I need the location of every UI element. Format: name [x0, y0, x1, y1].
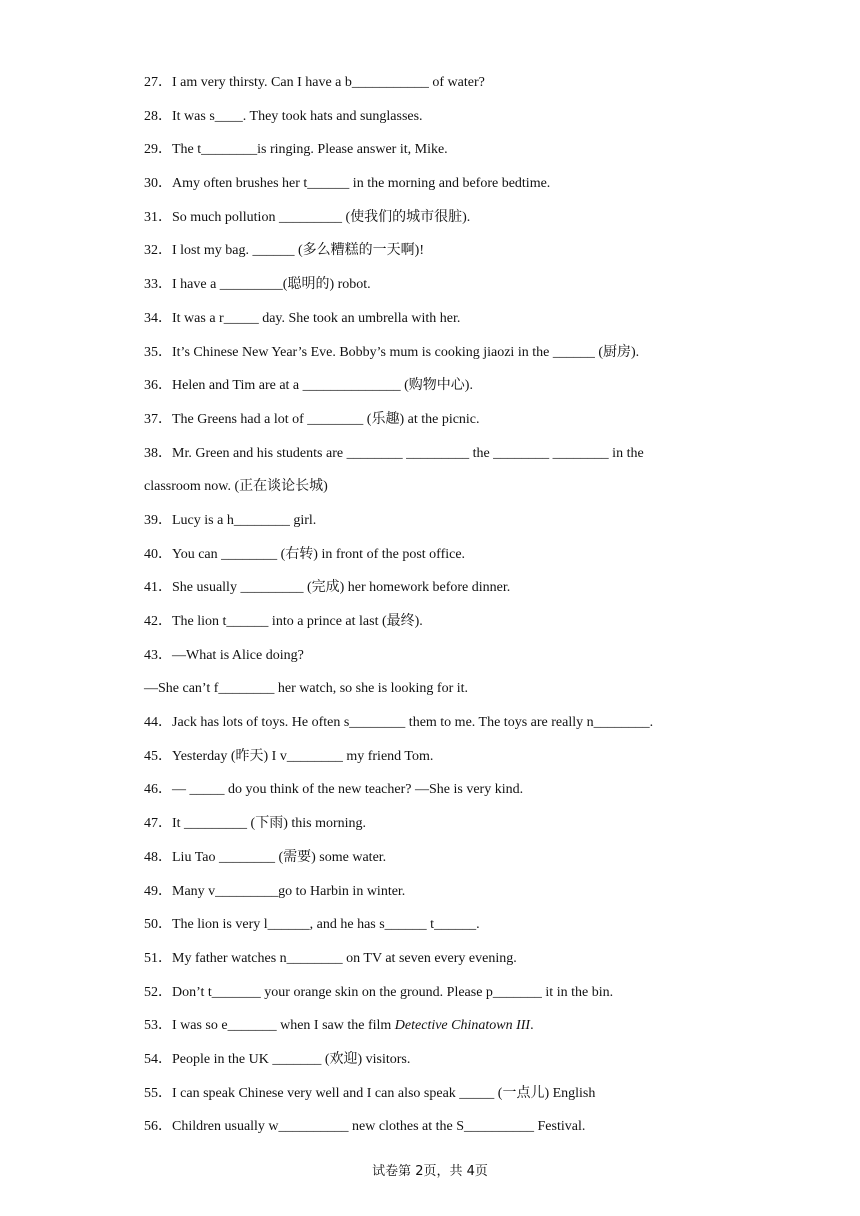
- question-item: [144, 340, 724, 374]
- question-text: It was s____. They took hats and sunglasses.: [172, 108, 423, 124]
- question-text: The lion t______ into a prince at last (最终).: [172, 614, 423, 629]
- question-item: [144, 272, 724, 306]
- question-number: 54．: [144, 1051, 172, 1067]
- question-number: 42．: [144, 614, 172, 629]
- question-number: 41．: [144, 580, 172, 596]
- question-text: Many v_________go to Harbin in winter.: [172, 883, 406, 899]
- question-item: [144, 609, 724, 643]
- question-item: [144, 373, 724, 407]
- question-number: 40．: [144, 546, 172, 562]
- question-number: 38．: [144, 445, 172, 461]
- question-item: [144, 542, 724, 576]
- question-number: 44．: [144, 715, 172, 731]
- question-number: 48．: [144, 849, 172, 865]
- question-text: I have a _________(聪明的) robot.: [172, 277, 371, 293]
- question-number: 28．: [144, 108, 172, 124]
- question-text: I was so e_______ when I saw the film: [172, 1018, 395, 1034]
- question-number: 43．: [144, 647, 172, 663]
- question-item: [144, 306, 724, 340]
- question-item: [144, 171, 724, 205]
- question-item: [144, 946, 724, 980]
- question-text: Helen and Tim are at a ______________ (购物中心).: [172, 378, 473, 394]
- question-number: 33．: [144, 277, 172, 293]
- question-item: [144, 811, 724, 845]
- question-item: [144, 441, 724, 475]
- question-number: 56．: [144, 1119, 172, 1135]
- question-text: My father watches n________ on TV at seven every evening.: [172, 950, 517, 966]
- question-item: [144, 474, 724, 508]
- question-number: 34．: [144, 310, 172, 326]
- question-number: 49．: [144, 883, 172, 899]
- question-text: Don’t t_______ your orange skin on the ground. Please p_______ it in the bin.: [172, 984, 614, 1000]
- question-number: 51．: [144, 950, 172, 966]
- question-number: 37．: [144, 411, 172, 427]
- question-number: 50．: [144, 917, 172, 933]
- question-text: Amy often brushes her t______ in the morning and before bedtime.: [172, 176, 551, 192]
- question-text: She usually _________ (完成) her homework before dinner.: [172, 580, 511, 596]
- question-text: classroom now. (正在谈论长城): [144, 479, 328, 495]
- question-number: 29．: [144, 142, 172, 158]
- question-text: Mr. Green and his students are ________ _________ the ________ ________ in the: [172, 445, 644, 461]
- question-text: I can speak Chinese very well and I can also speak _____ (一点儿) English: [172, 1085, 596, 1101]
- question-item: [144, 508, 724, 542]
- question-item: [144, 70, 724, 104]
- question-number: 39．: [144, 512, 172, 528]
- question-item: [144, 205, 724, 239]
- question-text: Jack has lots of toys. He often s________ them to me. The toys are really n________.: [172, 715, 654, 731]
- question-list: [144, 70, 724, 1148]
- question-item: [144, 1013, 724, 1047]
- question-number: 31．: [144, 209, 172, 225]
- question-text: — _____ do you think of the new teacher? —She is very kind.: [172, 782, 524, 798]
- question-text: You can ________ (右转) in front of the post office.: [172, 546, 466, 562]
- question-text: Lucy is a h________ girl.: [172, 512, 317, 528]
- question-item: [144, 643, 724, 677]
- question-number: 52．: [144, 984, 172, 1000]
- question-number: 30．: [144, 176, 172, 192]
- question-item: [144, 845, 724, 879]
- question-item: [144, 1047, 724, 1081]
- question-text: I am very thirsty. Can I have a b___________ of water?: [172, 75, 485, 90]
- question-text-end: .: [530, 1018, 534, 1034]
- question-number: 55．: [144, 1085, 172, 1101]
- question-number: 36．: [144, 378, 172, 394]
- question-text: It _________ (下雨) this morning.: [172, 816, 367, 832]
- question-number: 35．: [144, 344, 172, 360]
- question-text: Children usually w__________ new clothes at the S__________ Festival.: [172, 1119, 586, 1135]
- question-item: [144, 104, 724, 138]
- question-item: [144, 710, 724, 744]
- question-text: Yesterday (昨天) I v________ my friend Tom.: [172, 748, 434, 764]
- question-item: [144, 1081, 724, 1115]
- question-number: 45．: [144, 748, 172, 764]
- question-item: [144, 879, 724, 913]
- question-text: The lion is very l______, and he has s______ t______.: [172, 917, 480, 933]
- question-text: The t________is ringing. Please answer it, Mike.: [172, 142, 448, 158]
- question-text: The Greens had a lot of ________ (乐趣) at the picnic.: [172, 411, 480, 427]
- question-item: [144, 238, 724, 272]
- question-item: [144, 1114, 724, 1148]
- question-text: It was a r_____ day. She took an umbrella with her.: [172, 310, 461, 326]
- question-item: [144, 137, 724, 171]
- question-item: [144, 676, 724, 710]
- question-text: People in the UK _______ (欢迎) visitors.: [172, 1051, 411, 1067]
- question-text: —What is Alice doing?: [172, 647, 304, 663]
- question-text: Liu Tao ________ (需要) some water.: [172, 849, 387, 865]
- question-text: —She can’t f________ her watch, so she is looking for it.: [144, 681, 469, 697]
- question-item: [144, 777, 724, 811]
- film-title: Detective Chinatown III: [394, 1018, 531, 1034]
- question-number: 47．: [144, 816, 172, 832]
- question-text: I lost my bag. ______ (多么糟糕的一天啊)!: [172, 243, 424, 259]
- page-footer: 试卷第 2页，共 4页: [372, 1164, 488, 1179]
- question-text: So much pollution _________ (使我们的城市很脏).: [172, 209, 471, 225]
- question-item: [144, 575, 724, 609]
- question-number: 46．: [144, 782, 172, 798]
- question-number: 32．: [144, 243, 172, 259]
- question-item: [144, 744, 724, 778]
- question-number: 27．: [144, 75, 172, 90]
- question-text: It’s Chinese New Year’s Eve. Bobby’s mum is cooking jiaozi in the ______ (厨房).: [172, 344, 640, 360]
- question-number: 53．: [144, 1018, 172, 1034]
- question-item: [144, 912, 724, 946]
- question-item: [144, 980, 724, 1014]
- question-item: [144, 407, 724, 441]
